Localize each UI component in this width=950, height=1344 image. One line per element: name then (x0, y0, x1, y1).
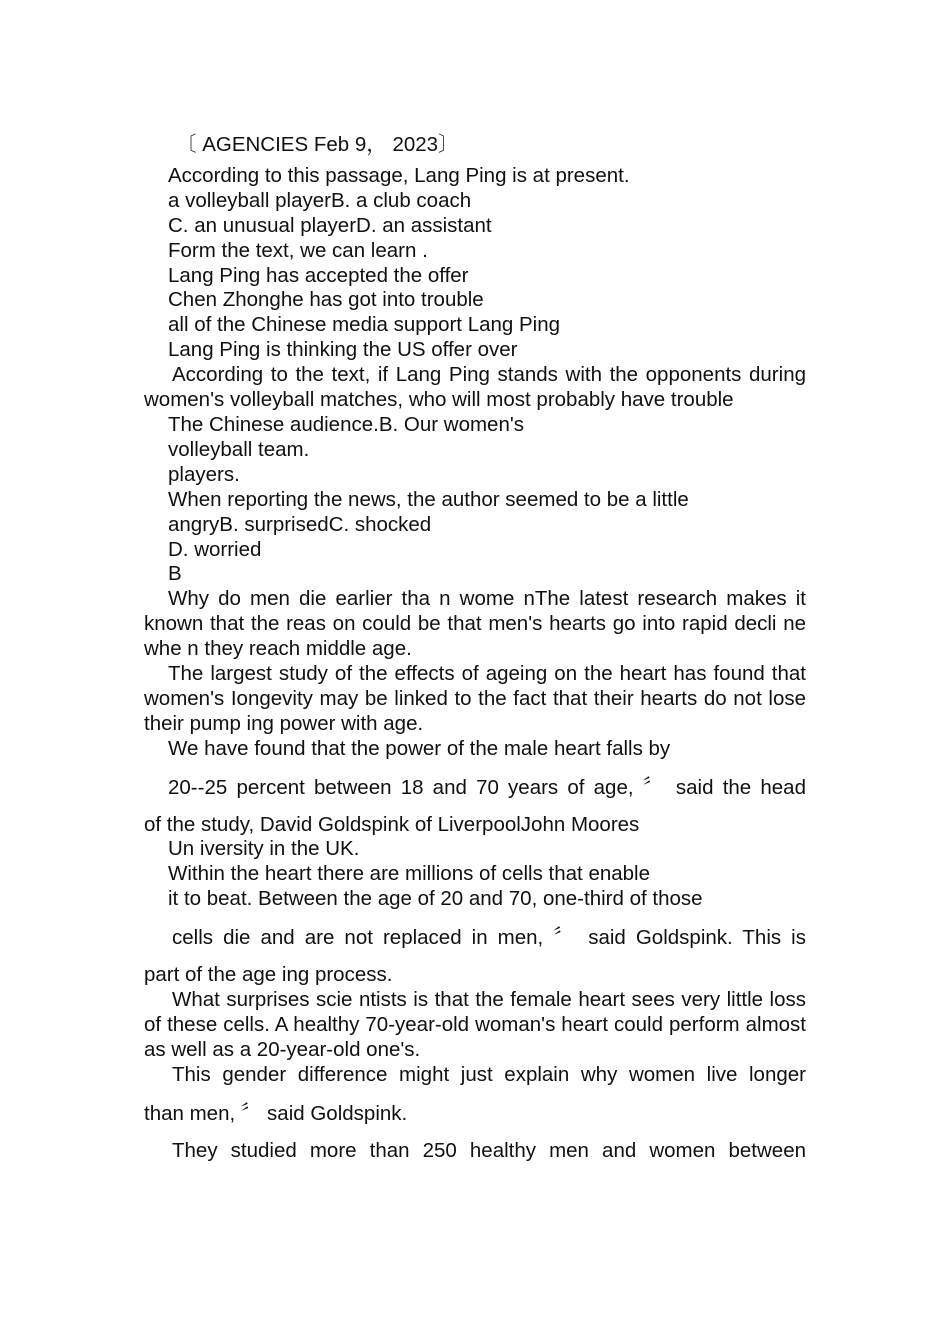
question-2-stem: Form the text, we can learn . (168, 238, 428, 262)
source-line: 〔 AGENCIES Feb 9， 2023〕 (176, 133, 459, 156)
passage-paragraph-3-line2: 20--25 percent between 18 and 70 years of age, 〞 said the head (168, 775, 806, 799)
document-page (144, 133, 806, 1163)
question-3-options-ab-line1: The Chinese audience.B. Our women's (168, 412, 525, 436)
question-1-options-cd: C. an unusual playerD. an assistant (168, 213, 492, 237)
passage-paragraph-2: The largest study of the effects of ageing on the heart has found that women's Iongevity may be linked to the fact that their hearts do not lose their pump ing power with age. (144, 662, 806, 735)
section-label: B (168, 562, 182, 586)
question-2-option-d: Lang Ping is thinking the US offer over (168, 338, 518, 362)
question-3-options-ab-line2: volleyball team. (168, 437, 310, 461)
question-1-stem: According to this passage, Lang Ping is at present. (168, 163, 630, 187)
passage-paragraph-3-line1: We have found that the power of the male heart falls by (168, 736, 671, 760)
question-3-options-cd: players. (168, 462, 240, 486)
passage-paragraph-6-line2: than men, 〞 said Goldspink. (144, 1101, 408, 1125)
passage-paragraph-4-line1: Within the heart there are millions of cells that enable (168, 862, 651, 886)
question-3-stem: According to the text, if Lang Ping stands with the opponents during women's volleyball matches, who will most probably have trouble (144, 363, 806, 412)
passage-paragraph-1: Why do men die earlier tha n wome nThe latest research makes it known that the reas on could be that men's hearts go into rapid decli ne whe n they reach middle age. (144, 587, 806, 661)
passage-paragraph-7-line1: They studied more than 250 healthy men and women between (172, 1138, 806, 1162)
question-2-option-c: all of the Chinese media support Lang Ping (168, 313, 561, 337)
question-1-options-ab: a volleyball playerB. a club coach (168, 188, 472, 212)
question-4-stem: When reporting the news, the author seemed to be a little (168, 487, 689, 511)
passage-paragraph-4-line4: part of the age ing process. (144, 963, 393, 987)
passage-paragraph-6-line1: This gender difference might just explain why women live longer (172, 1062, 806, 1086)
passage-paragraph-4-line2: it to beat. Between the age of 20 and 70, one-third of those (168, 887, 703, 911)
passage-paragraph-3-line3: of the study, David Goldspink of LiverpoolJohn Moores (144, 812, 640, 836)
passage-paragraph-3-line4: Un iversity in the UK. (168, 837, 360, 861)
question-4-options-abc: angryB. surprisedC. shocked (168, 512, 432, 536)
question-2-option-a: Lang Ping has accepted the offer (168, 263, 469, 287)
passage-paragraph-4-line3: cells die and are not replaced in men, 〞 said Goldspink. This is (172, 926, 806, 950)
question-2-option-b: Chen Zhonghe has got into trouble (168, 288, 484, 312)
passage-paragraph-5: What surprises scie ntists is that the female heart sees very little loss of these cells. A healthy 70-year-old woman's heart could perform almost as well as a 20-year-old one's. (144, 988, 806, 1061)
question-4-option-d: D. worried (168, 537, 262, 561)
